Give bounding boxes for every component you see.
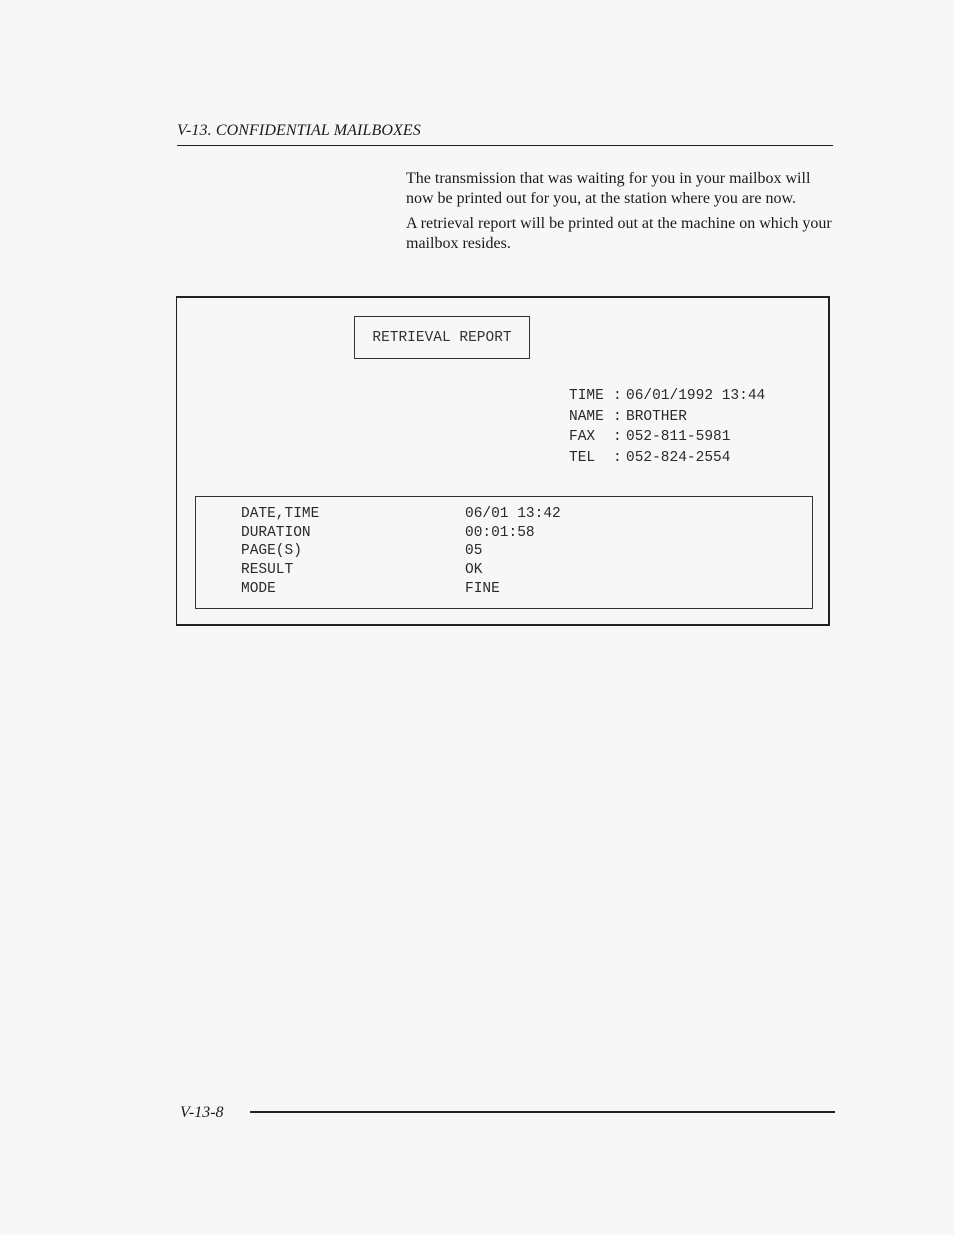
- separator-colon: :: [613, 388, 622, 404]
- sender-name-row: [569, 407, 765, 428]
- detail-value: 06/01 13:42: [465, 506, 561, 522]
- detail-label: RESULT: [241, 562, 294, 578]
- sender-fax-row: [569, 427, 765, 448]
- sender-info-block: [569, 386, 765, 469]
- sender-time-row: [569, 386, 765, 407]
- detail-row-pages: [241, 542, 482, 561]
- sender-tel-row: [569, 448, 765, 469]
- sender-tel-value: 052-824-2554: [626, 450, 731, 467]
- footer-rule: [250, 1111, 835, 1113]
- section-header: [177, 122, 833, 146]
- separator-colon: :: [613, 429, 622, 446]
- page-number: V-13-8: [180, 1104, 224, 1121]
- sender-tel-label: TEL: [569, 450, 596, 467]
- detail-label: DURATION: [241, 525, 311, 541]
- detail-value: OK: [465, 562, 483, 578]
- sender-name-label: NAME: [569, 408, 604, 425]
- detail-value: 00:01:58: [465, 525, 535, 541]
- intro-paragraph-transmission: The transmission that was waiting for you in your mailbox will now be printed out for you, at the station where you are now.: [406, 170, 811, 207]
- report-title: RETRIEVAL REPORT: [354, 316, 530, 359]
- detail-row-duration: [241, 524, 535, 543]
- sender-name-value: BROTHER: [626, 408, 687, 425]
- section-title: V-13. CONFIDENTIAL MAILBOXES: [177, 122, 421, 139]
- separator-colon: :: [613, 450, 622, 467]
- separator-colon: :: [613, 408, 622, 425]
- detail-label: PAGE(S): [241, 543, 302, 559]
- detail-row-date-time: [241, 505, 561, 524]
- detail-value: FINE: [465, 581, 500, 597]
- sender-fax-label: FAX: [569, 429, 596, 446]
- retrieval-report-sample: [176, 296, 830, 626]
- sender-time-label: TIME: [569, 388, 604, 404]
- detail-row-result: [241, 561, 482, 580]
- detail-value: 05: [465, 543, 483, 559]
- detail-label: DATE,TIME: [241, 506, 320, 522]
- intro-paragraph-retrieval-report: A retrieval report will be printed out at the machine on which your mailbox resides.: [406, 215, 832, 252]
- transmission-details-box: [195, 496, 813, 609]
- sender-time-value: 06/01/1992 13:44: [626, 388, 766, 404]
- detail-label: MODE: [241, 581, 276, 597]
- sender-fax-value: 052-811-5981: [626, 429, 731, 446]
- detail-row-mode: [241, 580, 500, 599]
